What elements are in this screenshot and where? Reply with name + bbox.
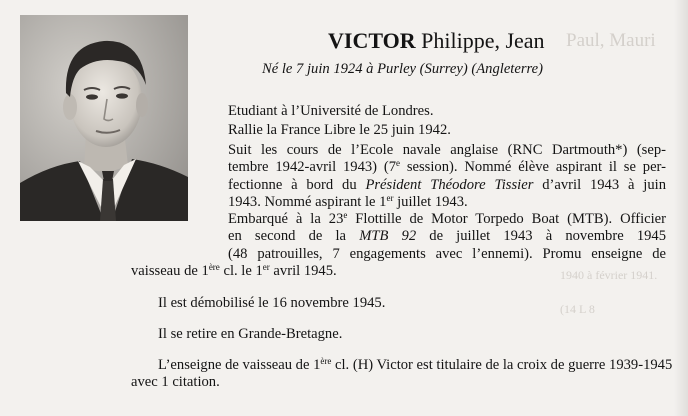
paragraph-decoration xyxy=(131,356,673,392)
birth-info: Né le 7 juin 1924 à Purley (Surrey) (Angleterre) xyxy=(262,61,543,77)
paragraph-naval-school xyxy=(228,142,666,211)
boat-name: MTB 92 xyxy=(359,228,417,245)
text-line: (48 patrouilles, 7 engagements avec l’ennemi). Promu enseigne de xyxy=(228,245,666,262)
text-line: vaisseau de 1ère cl. le 1er avril 1945. xyxy=(131,262,337,279)
show-through-text: 1940 à février 1941. xyxy=(560,268,658,282)
paragraph-mtb-service xyxy=(228,211,666,263)
text-line: fectionne à bord du Président Théodore Tissier d’avril 1943 à juin xyxy=(228,176,666,193)
paragraph-studies: Etudiant à l’Université de Londres. xyxy=(228,103,434,119)
text-line: en second de la MTB 92 de juillet 1943 à novembre 1945 xyxy=(228,228,667,245)
page-edge-shadow xyxy=(674,0,688,416)
text-line: tembre 1942-avril 1943) (7e session). Nommé élève aspirant il se per- xyxy=(228,158,666,176)
given-names: Philippe, Jean xyxy=(421,28,545,53)
show-through-text: Paul, Mauri xyxy=(566,30,656,51)
text-line: Suit les cours de l’Ecole navale anglaise (RNC Dartmouth*) (sep- xyxy=(228,142,666,158)
text-line: avec 1 citation. xyxy=(131,374,220,391)
text-line: 1943. Nommé aspirant le 1er juillet 1943. xyxy=(228,192,468,210)
show-through-text: (14 L 8 xyxy=(560,302,595,316)
paragraph-free-france: Rallie la France Libre le 25 juin 1942. xyxy=(228,122,451,138)
person-name xyxy=(328,28,545,54)
text-line: L’enseigne de vaisseau de 1ère cl. (H) Victor est titulaire de la croix de guerre 1939-1945 xyxy=(158,356,673,373)
paragraph-retirement: Il se retire en Grande-Bretagne. xyxy=(158,326,343,342)
ship-name: Président Théodore Tissier xyxy=(365,176,534,193)
text-line: Embarqué à la 23e Flottille de Motor Torpedo Boat (MTB). Officier xyxy=(228,210,666,227)
paragraph-demobilised: Il est démobilisé le 16 novembre 1945. xyxy=(158,295,386,311)
surname: VICTOR xyxy=(328,28,416,53)
portrait-photo xyxy=(20,15,188,221)
